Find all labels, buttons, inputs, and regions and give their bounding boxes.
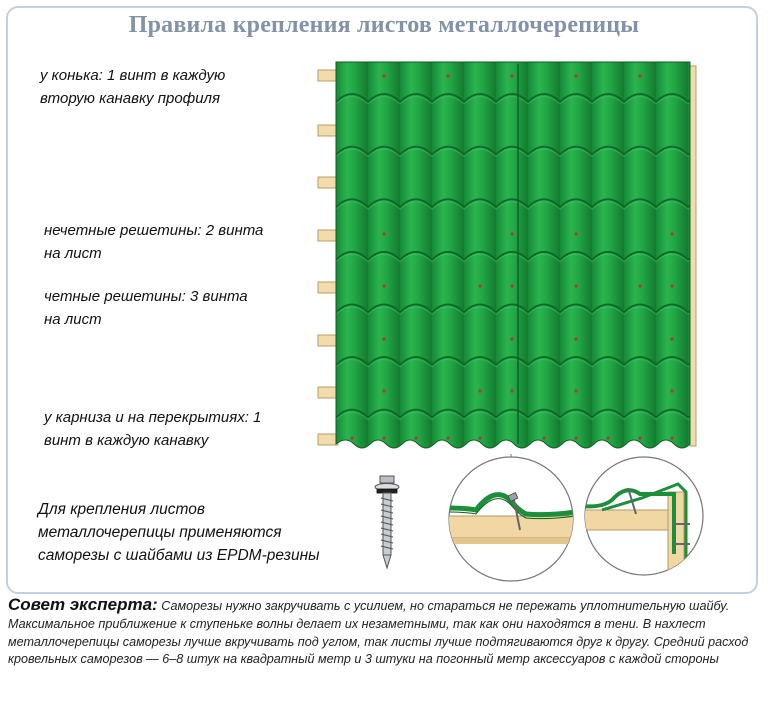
screw-point (574, 232, 577, 235)
screw-point (510, 232, 513, 235)
screw-point (382, 436, 385, 439)
screw-point (542, 436, 545, 439)
batten (318, 177, 338, 188)
screw-point (670, 284, 673, 287)
screw-point (638, 284, 641, 287)
label-ridge-rule: у конька: 1 винт в каждую вторую канавку профиля (40, 67, 226, 107)
screw-point (382, 232, 385, 235)
batten (318, 335, 338, 346)
screw-point (382, 284, 385, 287)
screw-point (638, 436, 641, 439)
diagram-title: Правила крепления листов металлочерепицы (128, 12, 640, 38)
screw-point (510, 389, 513, 392)
batten (318, 125, 338, 136)
screw-fixing-detail-icon (446, 454, 576, 584)
expert-advice-title: Совет эксперта: (8, 595, 158, 614)
screw-point (670, 232, 673, 235)
expert-advice (8, 596, 760, 669)
screw-point (670, 436, 673, 439)
screw-point (382, 74, 385, 77)
screw-point (574, 389, 577, 392)
screw-point (670, 337, 673, 340)
screw-point (574, 284, 577, 287)
label-eaves-rule: у карниза и на перекрытиях: 1 винт в каждую канавку (44, 409, 262, 449)
screw-point (510, 284, 513, 287)
screw-point (478, 284, 481, 287)
overlap-fixing-detail-icon (582, 454, 706, 578)
screw-point (510, 74, 513, 77)
label-even-battens-rule: четные решетины: 3 винта на лист (44, 288, 248, 328)
roofing-screw-icon (372, 474, 402, 574)
screw-point (574, 436, 577, 439)
screw-point (670, 389, 673, 392)
roof-sheet-illustration (312, 56, 712, 452)
screw-point (446, 74, 449, 77)
screw-point (414, 436, 417, 439)
screw-point (574, 337, 577, 340)
screw-point (638, 74, 641, 77)
batten (318, 282, 338, 293)
screw-point (446, 436, 449, 439)
screw-point (574, 74, 577, 77)
expert-advice-text: Саморезы нужно закручивать с усилием, но стараться не пережать уплотнительную шайбу. Максимальное приближение к ступеньке волны делает их незаметными, так как они находятся в тени. В нахлест металлочерепицы саморезы лучше вкручивать под углом, так листы лучше подтягиваются друг к другу. Средний расход кровельных саморезов — 6–8 штук на квадратный метр и 3 штуки на погонный метр аксессуаров с каждой стороны (8, 599, 749, 667)
screw-point (510, 337, 513, 340)
screw-point (350, 436, 353, 439)
screw-point (478, 436, 481, 439)
screw-point (478, 389, 481, 392)
screw-point (382, 389, 385, 392)
batten-right-edge (690, 66, 696, 446)
batten (318, 434, 338, 445)
label-odd-battens-rule: нечетные решетины: 2 винта на лист (44, 222, 264, 262)
batten (318, 230, 338, 241)
screw-point (382, 337, 385, 340)
batten (318, 387, 338, 398)
screw-point (606, 436, 609, 439)
label-screws-note: Для крепления листов металлочерепицы применяются саморезы с шайбами из EPDM-резины (38, 501, 320, 564)
batten (318, 70, 338, 81)
